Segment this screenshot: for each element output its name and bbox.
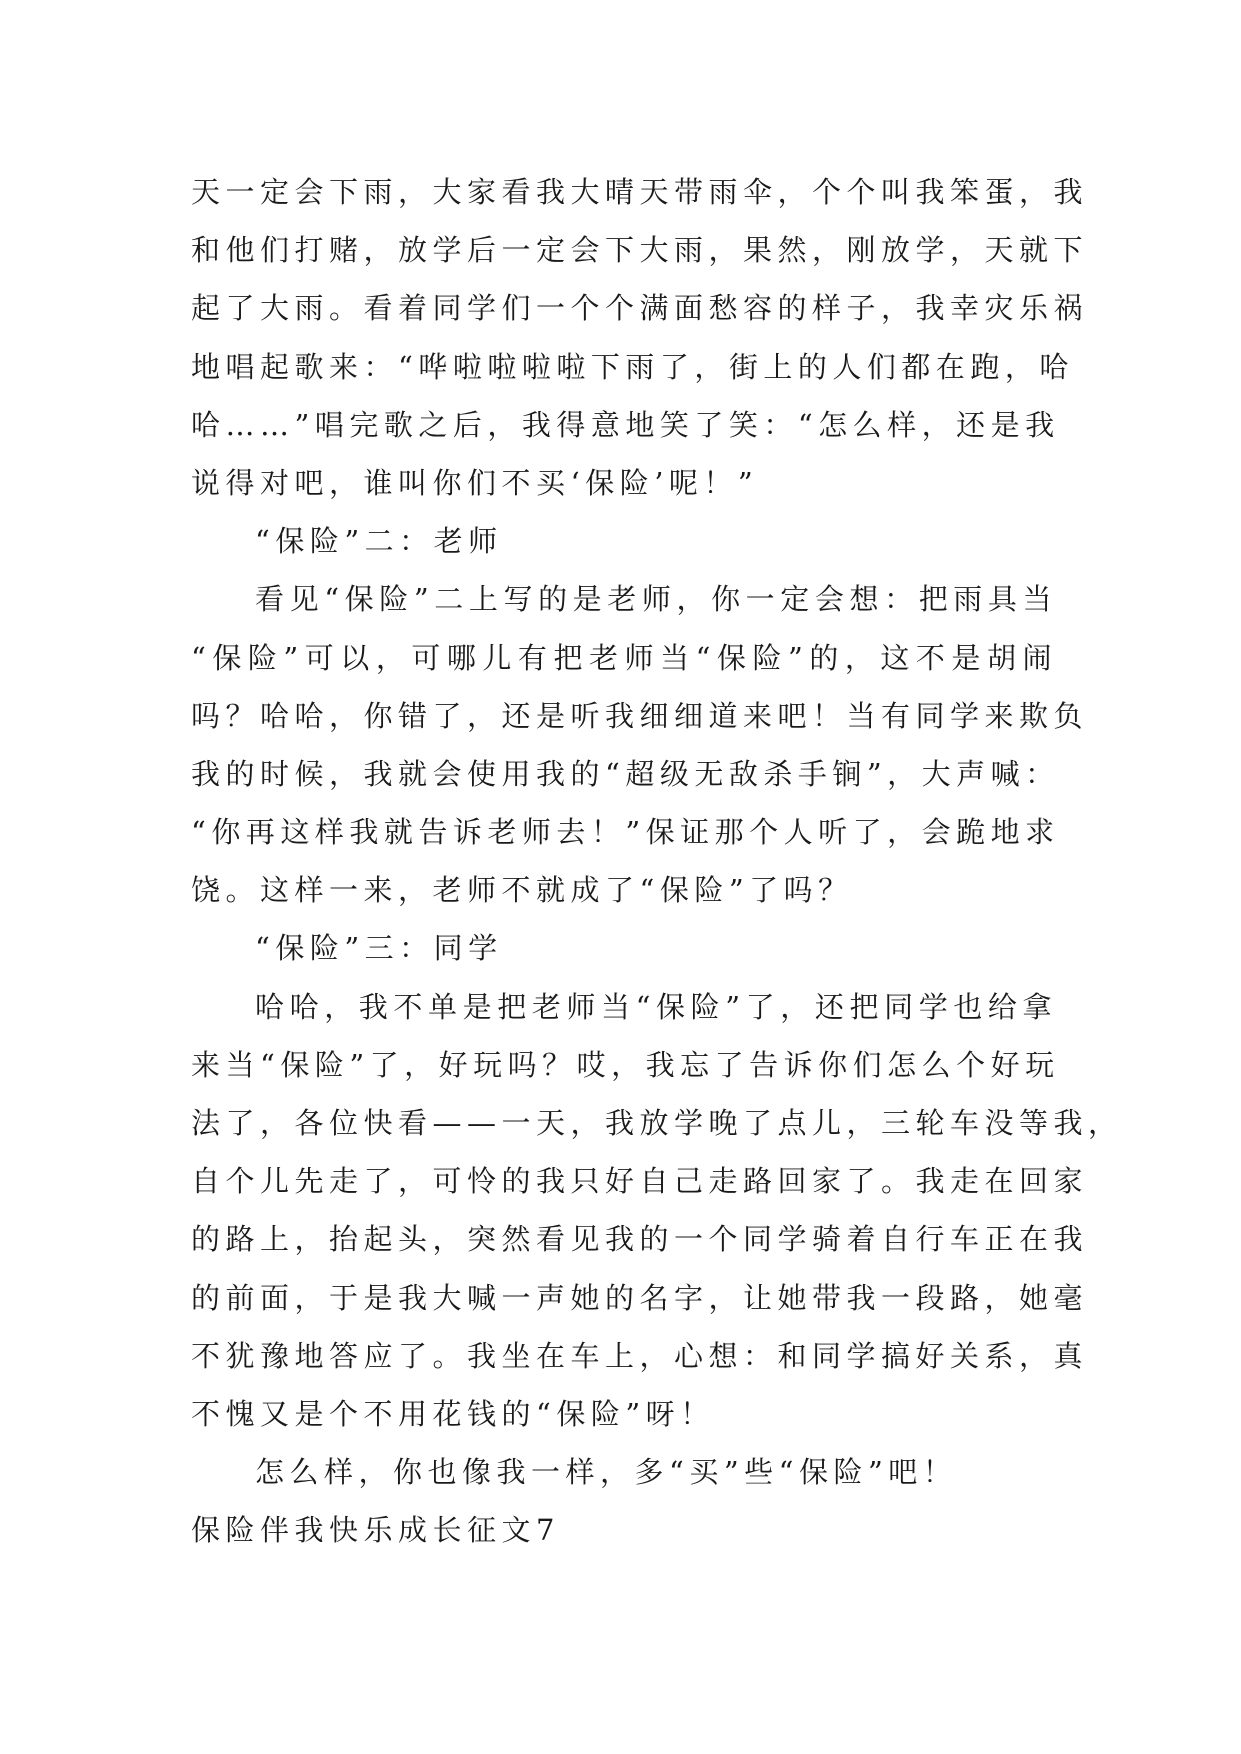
text-line: 天一定会下雨，大家看我大晴天带雨伞，个个叫我笨蛋，我 bbox=[191, 175, 1089, 209]
text-line: 不犹豫地答应了。我坐在车上，心想：和同学搞好关系，真 bbox=[191, 1338, 1089, 1373]
text-line: 起了大雨。看着同学们一个个满面愁容的样子，我幸灾乐祸 bbox=[191, 291, 1089, 326]
text-line: 和他们打赌，放学后一定会下大雨，果然，刚放学，天就下 bbox=[191, 233, 1089, 268]
text-line: 哈哈，我不单是把老师当“保险”了，还把同学也给拿 bbox=[255, 989, 1057, 1024]
essay-text bbox=[191, 163, 1123, 1560]
text-line: “你再这样我就告诉老师去！”保证那个人听了，会跪地求 bbox=[191, 815, 1060, 850]
essay-title-next: 保险伴我快乐成长征文7 bbox=[191, 1513, 560, 1548]
text-line: 吗？哈哈，你错了，还是听我细细道来吧！当有同学来欺负 bbox=[191, 698, 1089, 733]
text-line: 饶。这样一来，老师不就成了“保险”了吗？ bbox=[191, 873, 853, 908]
text-line: 地唱起歌来：“哗啦啦啦啦下雨了，街上的人们都在跑，哈 bbox=[191, 349, 1074, 384]
text-line: 我的时候，我就会使用我的“超级无敌杀手锏”，大声喊： bbox=[191, 756, 1060, 791]
text-line: 说得对吧，谁叫你们不买‘保险’呢！” bbox=[191, 465, 759, 500]
text-line: 哈……”唱完歌之后，我得意地笑了笑：“怎么样，还是我 bbox=[191, 407, 1060, 442]
text-line: 自个儿先走了，可怜的我只好自己走路回家了。我走在回家 bbox=[191, 1164, 1089, 1199]
section-heading: “保险”二：老师 bbox=[255, 524, 503, 559]
text-line: 来当“保险”了，好玩吗？哎，我忘了告诉你们怎么个好玩 bbox=[191, 1047, 1060, 1082]
text-line: “保险”可以，可哪儿有把老师当“保险”的，这不是胡闹 bbox=[191, 640, 1057, 675]
text-line: 怎么样，你也像我一样，多“买”些“保险”吧！ bbox=[255, 1455, 958, 1490]
text-line: 法了，各位快看——一天，我放学晚了点儿，三轮车没等我， bbox=[191, 1106, 1123, 1140]
text-line: 的前面，于是我大喊一声她的名字，让她带我一段路，她毫 bbox=[191, 1280, 1089, 1315]
text-line: 的路上，抬起头，突然看见我的一个同学骑着自行车正在我 bbox=[191, 1222, 1089, 1257]
text-line: 看见“保险”二上写的是老师，你一定会想：把雨具当 bbox=[255, 582, 1057, 617]
section-heading: “保险”三：同学 bbox=[255, 931, 503, 966]
text-line: 不愧又是个不用花钱的“保险”呀！ bbox=[191, 1396, 715, 1431]
